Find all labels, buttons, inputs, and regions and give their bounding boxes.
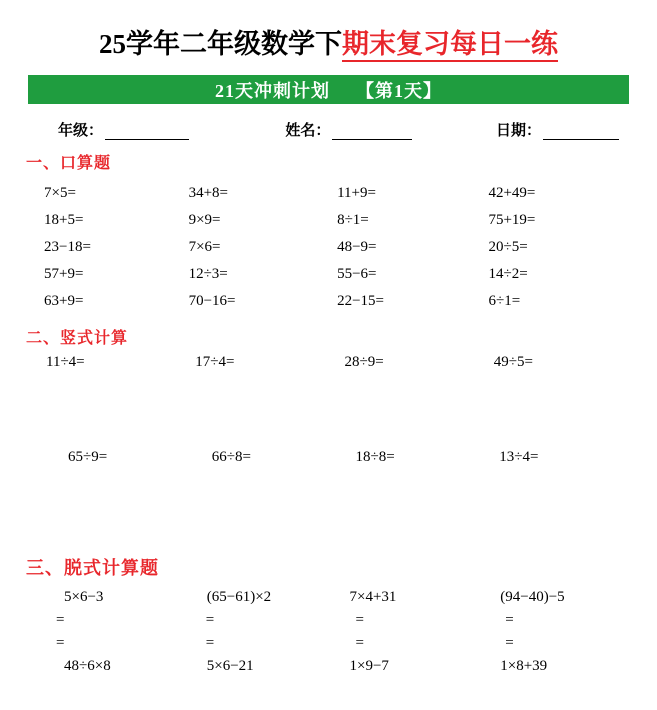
date-field bbox=[496, 119, 619, 140]
problem-cell: 20÷5= bbox=[488, 239, 528, 255]
grade-field bbox=[58, 119, 285, 140]
problem-cell: 9×9= bbox=[188, 212, 221, 228]
problem-cell: 6÷1= bbox=[488, 293, 521, 309]
equals-cell: = bbox=[205, 612, 215, 628]
problem-cell: 11+9= bbox=[337, 185, 376, 201]
equals-cell: = bbox=[56, 612, 65, 628]
equals-cell: = bbox=[505, 635, 514, 651]
problem-cell: 22−15= bbox=[337, 293, 384, 309]
table-row bbox=[46, 354, 643, 449]
grade-label: 年级： bbox=[58, 123, 104, 139]
problem-cell: 7×4+31 bbox=[349, 589, 397, 605]
title-black-part: 25学年二年级数学下 bbox=[99, 29, 342, 59]
problem-cell: 57+9= bbox=[44, 266, 84, 282]
section-heading-tuoshi: 三、脱式计算题 bbox=[26, 558, 159, 578]
equals-cell: = bbox=[56, 635, 65, 651]
equals-cell: = bbox=[355, 612, 364, 628]
problem-cell: 5×6−21 bbox=[206, 658, 254, 674]
problem-cell: 13÷4= bbox=[499, 449, 539, 465]
banner-left-text: 21天冲刺计划 bbox=[215, 80, 330, 101]
problem-cell: 1×8+39 bbox=[500, 658, 548, 674]
table-row bbox=[44, 234, 635, 261]
problem-cell: 70−16= bbox=[188, 293, 236, 309]
date-blank[interactable] bbox=[543, 126, 619, 140]
problem-cell: 49÷5= bbox=[493, 354, 533, 370]
banner-right-text: 【第1天】 bbox=[356, 80, 442, 101]
name-label: 姓名： bbox=[285, 123, 331, 139]
problem-cell: 1×9−7 bbox=[349, 658, 389, 674]
table-row bbox=[44, 261, 635, 288]
table-row bbox=[44, 207, 635, 234]
problem-cell: 7×6= bbox=[188, 239, 221, 255]
table-row bbox=[44, 180, 635, 207]
problem-cell: 48÷6×8 bbox=[64, 658, 111, 674]
problem-cell: 5×6−3 bbox=[64, 589, 104, 605]
equals-cell: = bbox=[205, 635, 215, 651]
problem-cell: (94−40)−5 bbox=[500, 589, 565, 605]
problem-cell: 8÷1= bbox=[337, 212, 369, 228]
problem-cell: 34+8= bbox=[188, 185, 228, 201]
problem-cell: 42+49= bbox=[488, 185, 536, 201]
table-row bbox=[44, 288, 635, 315]
problem-cell: (65−61)×2 bbox=[206, 589, 272, 605]
problem-cell: 7×5= bbox=[44, 185, 76, 201]
problem-cell: 23−18= bbox=[44, 239, 91, 255]
table-row bbox=[44, 632, 643, 655]
tuoshi-problem-grid bbox=[44, 586, 643, 678]
student-info-row bbox=[58, 119, 619, 140]
table-row bbox=[46, 449, 643, 466]
problem-cell: 63+9= bbox=[44, 293, 84, 309]
problem-cell: 28÷9= bbox=[344, 354, 384, 370]
problem-cell: 48−9= bbox=[337, 239, 377, 255]
problem-cell: 66÷8= bbox=[211, 449, 251, 465]
table-row bbox=[44, 655, 643, 678]
page-title bbox=[14, 22, 643, 61]
worksheet-page bbox=[0, 22, 657, 710]
grade-blank[interactable] bbox=[105, 126, 189, 140]
date-label: 日期： bbox=[495, 123, 541, 139]
title-red-part: 期末复习每日一练 bbox=[342, 29, 558, 62]
plan-banner bbox=[28, 75, 629, 104]
problem-cell: 18÷8= bbox=[355, 449, 395, 465]
problem-cell: 14÷2= bbox=[488, 266, 528, 282]
table-row bbox=[44, 586, 643, 609]
problem-cell: 75+19= bbox=[488, 212, 536, 228]
equals-cell: = bbox=[505, 612, 514, 628]
section-heading-oral: 一、口算题 bbox=[26, 155, 112, 172]
problem-cell: 11÷4= bbox=[46, 354, 85, 370]
equals-cell: = bbox=[355, 635, 364, 651]
problem-cell: 55−6= bbox=[337, 266, 377, 282]
problem-cell: 17÷4= bbox=[195, 354, 235, 370]
name-field bbox=[285, 119, 496, 140]
name-blank[interactable] bbox=[332, 126, 412, 140]
problem-cell: 65÷9= bbox=[68, 449, 108, 465]
section-heading-vertical: 二、竖式计算 bbox=[26, 330, 129, 347]
vertical-problem-grid bbox=[46, 354, 643, 466]
oral-problem-grid bbox=[44, 180, 635, 315]
problem-cell: 18+5= bbox=[44, 212, 84, 228]
problem-cell: 12÷3= bbox=[188, 266, 228, 282]
table-row bbox=[44, 609, 643, 632]
